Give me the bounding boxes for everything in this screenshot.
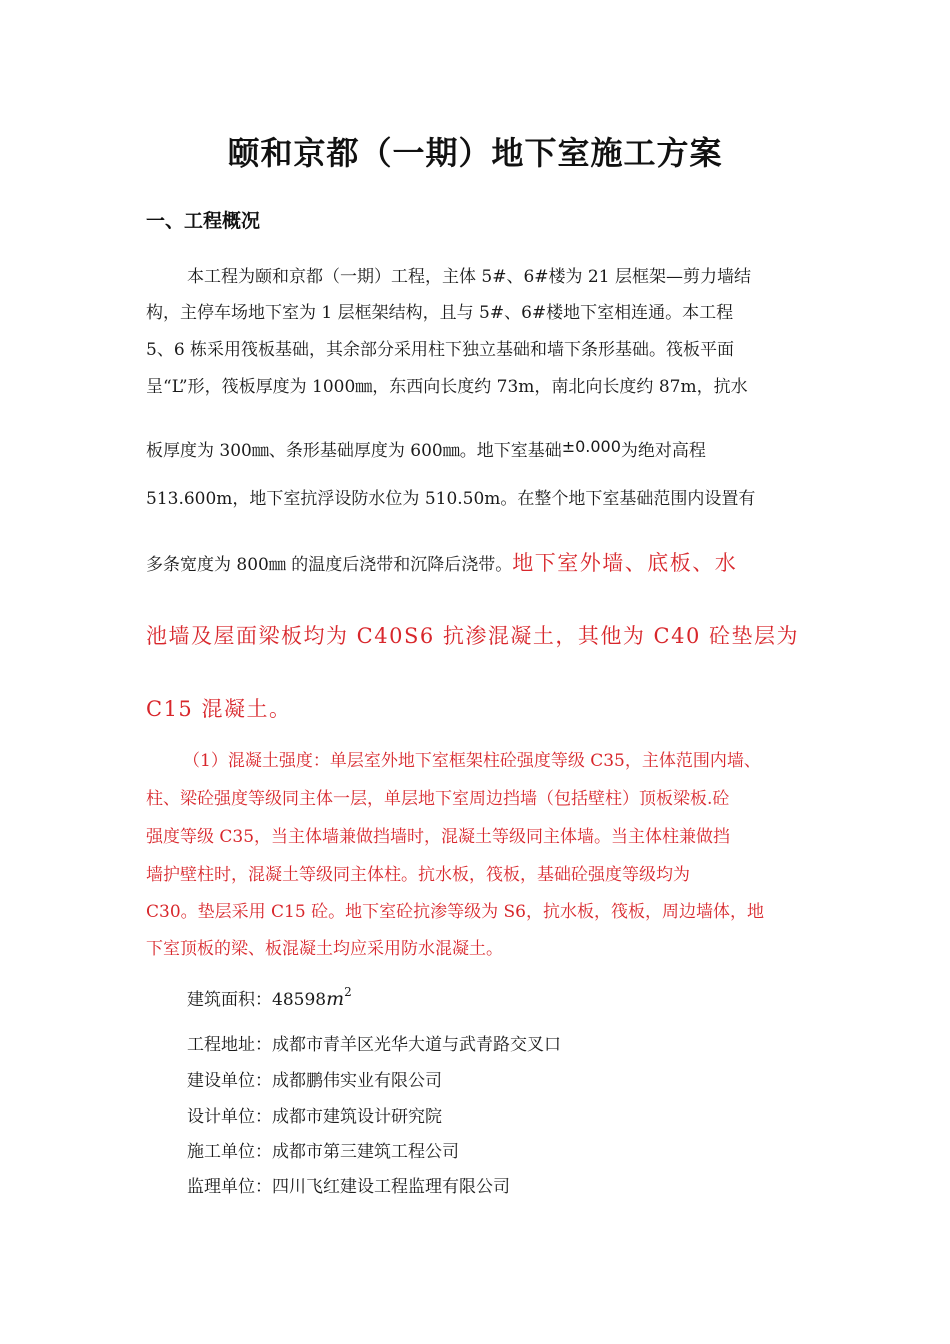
concrete-line-4: 墙护壁柱时，混凝土等级同主体柱。抗水板，筏板，基础砼强度等级均为 bbox=[146, 865, 690, 885]
document-title: 颐和京都（一期）地下室施工方案 bbox=[227, 134, 723, 172]
overview-line-2: 构，主停车场地下室为 1 层框架结构，且与 5#、6#楼地下室相连通。本工程 bbox=[146, 303, 734, 323]
supervision-unit: 监理单位：四川飞红建设工程监理有限公司 bbox=[187, 1177, 510, 1197]
overview-line-6: 513.600m，地下室抗浮设防水位为 510.50m。在整个地下室基础范围内设置有 bbox=[146, 489, 756, 509]
emphasis-line-9: C15 混凝土。 bbox=[146, 697, 292, 721]
construction-unit: 施工单位：成都市第三建筑工程公司 bbox=[187, 1142, 459, 1162]
overview-line-5-tail: 为绝对高程 bbox=[620, 441, 706, 461]
section-heading: 一、工程概况 bbox=[146, 210, 261, 232]
overview-line-7-text: 多条宽度为 800㎜ 的温度后浇带和沉降后浇带。 bbox=[146, 555, 513, 575]
overview-line-1: 本工程为颐和京都（一期）工程，主体 5#、6#楼为 21 层框架—剪力墙结 bbox=[187, 267, 751, 287]
emphasis-text: 地下室外墙、底板、水 bbox=[512, 551, 738, 575]
design-unit: 设计单位：成都市建筑设计研究院 bbox=[187, 1107, 442, 1127]
concrete-line-3: 强度等级 C35，当主体墙兼做挡墙时，混凝土等级同主体墙。当主体柱兼做挡 bbox=[146, 827, 731, 847]
overview-line-7 bbox=[146, 547, 737, 577]
overview-line-5 bbox=[146, 436, 706, 461]
building-area bbox=[187, 985, 352, 1010]
elevation-value: ±0.000 bbox=[561, 437, 621, 456]
overview-line-3: 5、6 栋采用筏板基础，其余部分采用柱下独立基础和墙下条形基础。筏板平面 bbox=[146, 340, 735, 360]
concrete-line-2: 柱、梁砼强度等级同主体一层，单层地下室周边挡墙（包括壁柱）顶板梁板.砼 bbox=[146, 789, 730, 809]
owner-unit: 建设单位：成都鹏伟实业有限公司 bbox=[187, 1071, 442, 1091]
concrete-line-5: C30。垫层采用 C15 砼。地下室砼抗渗等级为 S6，抗水板，筏板，周边墙体，地 bbox=[146, 902, 764, 922]
overview-line-5-text: 板厚度为 300㎜、条形基础厚度为 600㎜。地下室基础 bbox=[146, 441, 562, 461]
emphasis-line-8: 池墙及屋面梁板均为 C40S6 抗渗混凝土，其他为 C40 砼垫层为 bbox=[146, 624, 800, 648]
project-address: 工程地址：成都市青羊区光华大道与武青路交叉口 bbox=[187, 1035, 561, 1055]
area-unit: m bbox=[326, 988, 345, 1010]
overview-line-4: 呈“L”形，筏板厚度为 1000㎜，东西向长度约 73m，南北向长度约 87m，抗水 bbox=[146, 377, 748, 397]
concrete-line-1: （1）混凝土强度：单层室外地下室框架柱砼强度等级 C35，主体范围内墙、 bbox=[183, 751, 761, 771]
area-exponent: 2 bbox=[344, 985, 352, 999]
building-area-text: 建筑面积：48598 bbox=[187, 990, 327, 1010]
concrete-line-6: 下室顶板的梁、板混凝土均应采用防水混凝土。 bbox=[146, 939, 503, 959]
